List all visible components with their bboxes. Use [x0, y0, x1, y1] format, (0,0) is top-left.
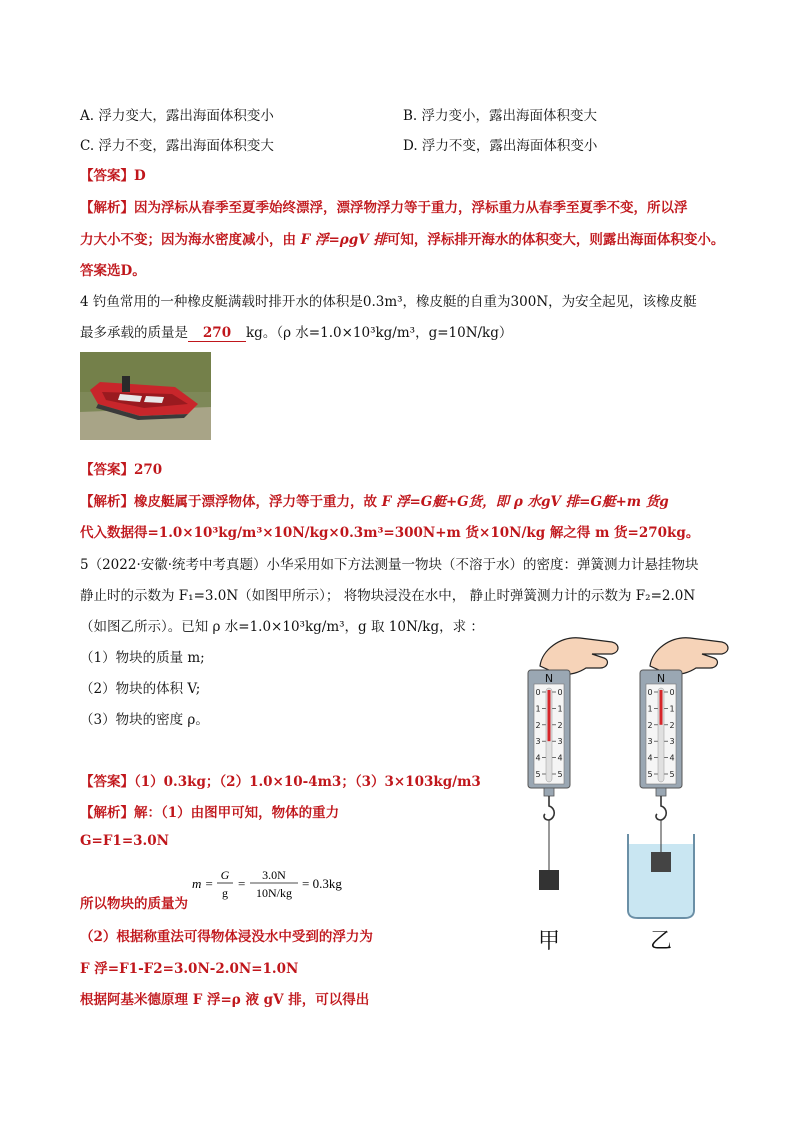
- right-unit-label: N: [656, 672, 666, 685]
- formula-g: g: [222, 886, 228, 900]
- left-tick-label-l-2: 2: [535, 720, 541, 730]
- left-tick-label-l-0: 0: [535, 688, 541, 697]
- q5-sub3: （3）物块的密度 ρ。: [80, 712, 209, 728]
- left-tick-label-r-5: 5: [557, 770, 563, 779]
- formula-num: 3.0N: [262, 868, 286, 882]
- formula-eq: =: [238, 876, 246, 891]
- option-d: D. 浮力不变，露出海面体积变小: [403, 138, 598, 154]
- boat-illustration: [80, 352, 211, 440]
- left-unit-label: N: [544, 672, 554, 685]
- q4-line2-a: 最多承载的质量是: [80, 325, 188, 341]
- formula-result: = 0.3kg: [302, 876, 342, 891]
- q3-analysis-line1: 【解析】因为浮标从春季至夏季始终漂浮，漂浮物浮力等于重力，浮标重力从春季至夏季不变，所以浮: [80, 200, 688, 216]
- right-tick-label-r-5: 5: [669, 770, 675, 779]
- q5-analysis-line1: 【解析】解：（1）由图甲可知，物体的重力: [80, 805, 340, 821]
- right-indicator: [660, 690, 663, 725]
- left-indicator: [548, 690, 551, 741]
- left-tick-label-l-1: 1: [535, 704, 541, 714]
- right-tick-label-r-2: 2: [669, 720, 675, 730]
- q5-mass-label: 所以物块的质量为: [80, 896, 188, 912]
- left-tick-label-l-3: 3: [535, 737, 541, 747]
- q5-analysis-line2: G=F1=3.0N: [80, 833, 169, 849]
- formula-G: G: [220, 868, 230, 882]
- left-tick-label-r-2: 2: [557, 720, 563, 730]
- q5-sub2: （2）物块的体积 V;: [80, 681, 201, 697]
- right-tick-label-l-3: 3: [647, 737, 653, 747]
- option-a: A. 浮力变大，露出海面体积变小: [80, 108, 274, 124]
- right-hand: [650, 638, 728, 675]
- left-tick-label-l-5: 5: [535, 770, 541, 779]
- q4-line1: 4 钓鱼常用的一种橡皮艇满载时排开水的体积是0.3m³，橡皮艇的自重为300N，为安全起见，该橡皮艇: [80, 294, 697, 310]
- q5-analysis-line3: （2）根据称重法可得物体浸没水中受到的浮力为: [80, 929, 373, 945]
- mass-formula: [192, 864, 362, 907]
- right-tick-label-r-0: 0: [669, 688, 675, 697]
- right-tick-label-l-2: 2: [647, 720, 653, 730]
- left-tick-label-r-1: 1: [557, 704, 563, 714]
- formula-m: m =: [192, 876, 214, 891]
- right-tick-label-l-4: 4: [647, 753, 653, 763]
- q5-analysis-line4: F 浮=F1-F2=3.0N-2.0N=1.0N: [80, 961, 299, 977]
- left-tick-label-l-4: 4: [535, 753, 541, 763]
- q5-line2: 静止时的示数为 F₁=3.0N（如图甲所示）； 将物块浸没在水中， 静止时弹簧测力计的示数为 F₂=2.0N: [80, 588, 696, 604]
- q4-formula: F 浮=G艇+G货，即 ρ 水gV 排=G艇+m 货g: [381, 494, 669, 510]
- q4-blank: 270: [188, 325, 246, 342]
- option-c: C. 浮力不变，露出海面体积变大: [80, 138, 274, 154]
- right-tick-label-r-3: 3: [669, 737, 675, 747]
- right-tick-label-l-1: 1: [647, 704, 653, 714]
- q3-analysis-line3: 答案选D。: [80, 263, 146, 279]
- left-hand: [540, 638, 618, 675]
- q4-line2: [80, 321, 512, 342]
- q4-analysis-line2: 代入数据得=1.0×10³kg/m³×10N/kg×0.3m³=300N+m 货×10N/kg 解之得 m 货=270kg。: [80, 525, 700, 541]
- left-label: 甲: [537, 929, 561, 954]
- q5-answer: 【答案】（1）0.3kg；（2）1.0×10-4m3；（3）3×103kg/m3: [80, 774, 481, 790]
- right-tick-label-r-4: 4: [669, 753, 675, 763]
- q5-line3: （如图乙所示）。已知 ρ 水=1.0×10³kg/m³，g 取 10N/kg，求 ：: [80, 619, 484, 635]
- left-tick-label-r-4: 4: [557, 753, 563, 763]
- boat-photo: [80, 352, 211, 440]
- q3-formula: F 浮=ρgV 排: [300, 232, 387, 248]
- q5-line1: 5（2022·安徽·统考中考真题）小华采用如下方法测量一物块（不溶于水）的密度：弹簧测力计悬挂物块: [80, 557, 699, 573]
- q5-analysis-line5: 根据阿基米德原理 F 浮=ρ 液 gV 排，可以得出: [80, 992, 370, 1008]
- right-tick-label-l-0: 0: [647, 688, 653, 697]
- option-b: B. 浮力变小，露出海面体积变大: [403, 108, 598, 124]
- right-tick-label-l-5: 5: [647, 770, 653, 779]
- q5-sub1: （1）物块的质量 m;: [80, 650, 205, 666]
- spring-scale-figure: [500, 630, 740, 960]
- left-tick-label-r-3: 3: [557, 737, 563, 747]
- q4-analysis-line1-a: 【解析】橡皮艇属于漂浮物体，浮力等于重力，故: [80, 494, 382, 510]
- left-tick-label-r-0: 0: [557, 688, 563, 697]
- q4-line2-b: kg。（ρ 水=1.0×10³kg/m³，g=10N/kg）: [246, 325, 513, 341]
- left-block: [539, 870, 559, 890]
- q3-analysis-line2-b: 可知，浮标排开海水的体积变大，则露出海面体积变小。: [386, 232, 725, 248]
- q4-answer: 【答案】270: [80, 462, 163, 478]
- q3-answer: 【答案】D: [80, 168, 146, 184]
- right-label: 乙: [649, 929, 673, 954]
- q3-analysis-line2-a: 力大小不变；因为海水密度减小，由: [80, 232, 301, 248]
- formula-den: 10N/kg: [256, 886, 292, 900]
- right-block: [651, 852, 671, 872]
- mass-formula-svg: [192, 864, 362, 904]
- right-tick-label-r-1: 1: [669, 704, 675, 714]
- q4-analysis-line1: [80, 490, 669, 510]
- q3-analysis-line2: [80, 228, 724, 248]
